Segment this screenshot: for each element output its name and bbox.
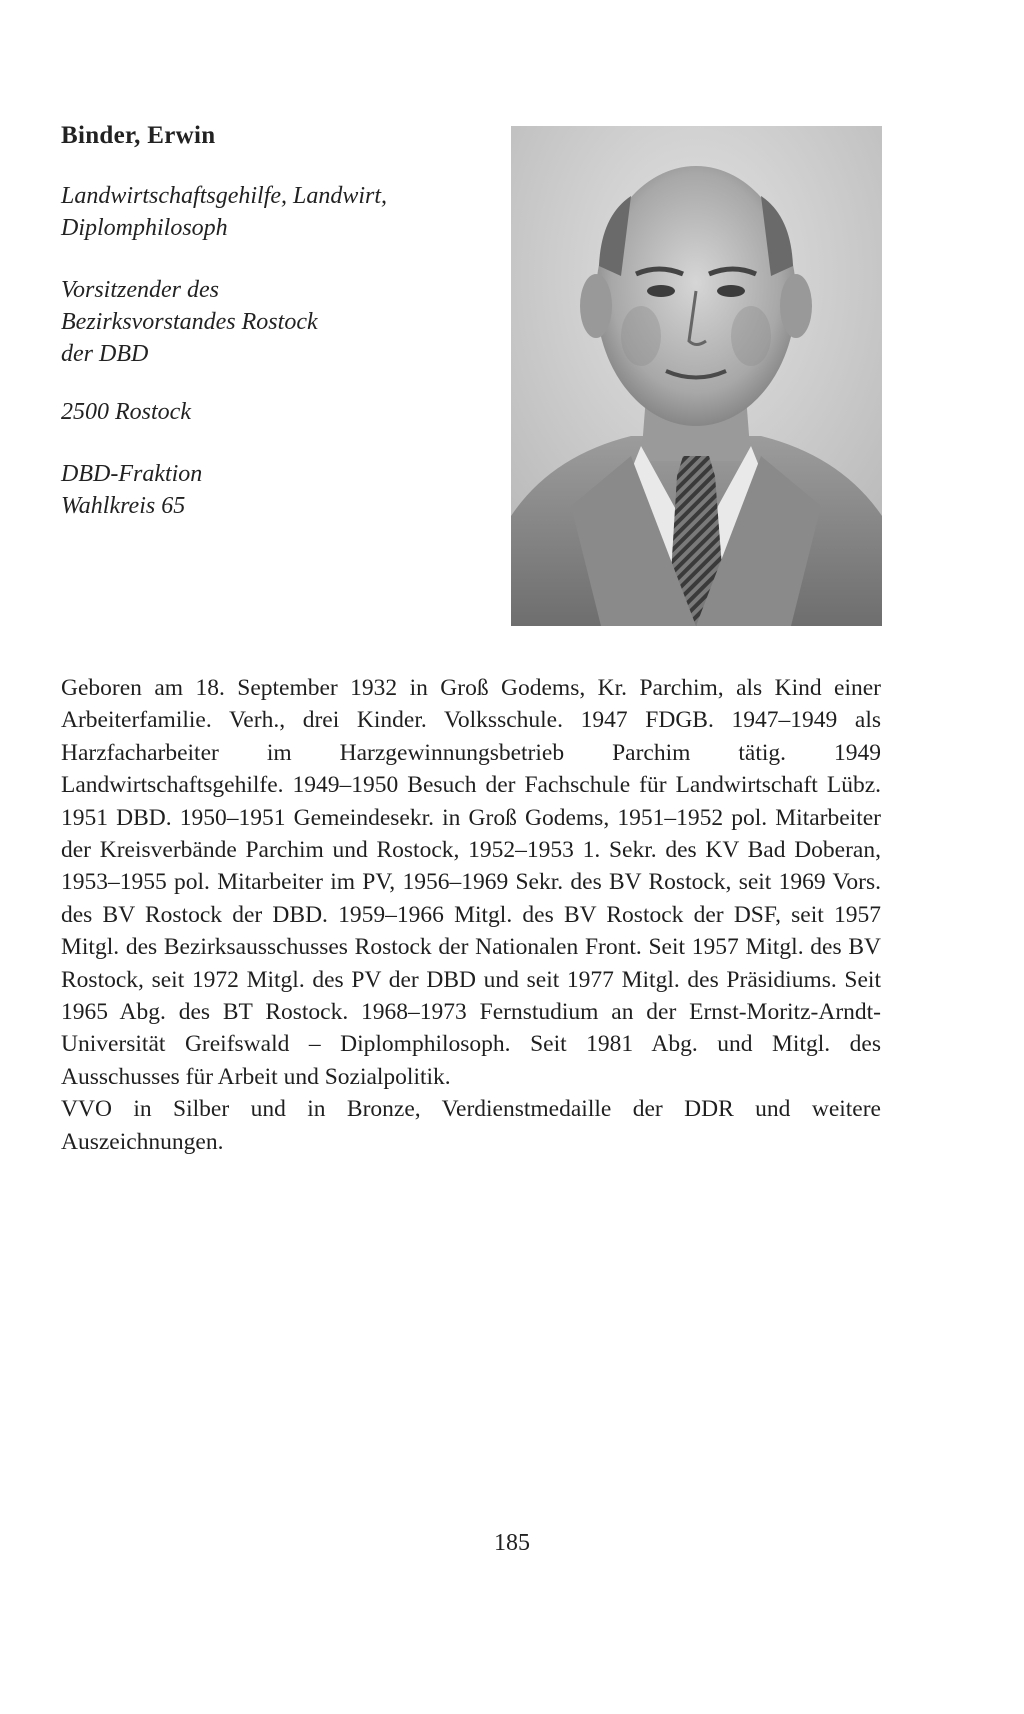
page-number: 185 xyxy=(494,1530,530,1556)
biography xyxy=(61,672,881,1158)
occupation-line: Diplomphilosoph xyxy=(61,215,228,241)
city-line: 2500 Rostock xyxy=(61,399,191,425)
position xyxy=(61,274,318,370)
faction-line: Wahlkreis 65 xyxy=(61,493,186,519)
position-line: Bezirksvorstandes Rostock xyxy=(61,309,318,335)
occupation xyxy=(61,180,387,244)
city xyxy=(61,396,191,428)
person-name: Binder, Erwin xyxy=(61,122,216,149)
position-line: der DBD xyxy=(61,341,149,367)
faction xyxy=(61,458,202,522)
awards-text: VVO in Silber und in Bronze, Verdienstmedaille der DDR und weitere Auszeichnungen. xyxy=(61,1096,881,1155)
portrait-photo xyxy=(511,126,882,626)
biography-text: Geboren am 18. September 1932 in Groß Godems, Kr. Parchim, als Kind einer Arbeiterfamilie. Verh., drei Kinder. Volksschule. 1947 FDGB. 1947–1949 als Harzfacharbeiter im Harzgewinnungsbetrieb Parchim tätig. 1949 Landwirtschaftsgehilfe. 1949–1950 Besuch der Fachschule für Landwirtschaft Lübz. 1951 DBD. 1950–1951 Gemeindesekr. in Groß Godems, 1951–1952 pol. Mitarbeiter der Kreisverbände Parchim und Rostock, 1952–1953 1. Sekr. des KV Bad Doberan, 1953–1955 pol. Mitarbeiter im PV, 1956–1969 Sekr. des BV Rostock, seit 1969 Vors. des BV Rostock der DBD. 1959–1966 Mitgl. des BV Rostock der DSF, seit 1957 Mitgl. des Bezirksausschusses Rostock der Nationalen Front. Seit 1957 Mitgl. des BV Rostock, seit 1972 Mitgl. des PV der DBD und seit 1977 Mitgl. des Präsidiums. Seit 1965 Abg. des BT Rostock. 1968–1973 Fernstudium an der Ernst-Moritz-Arndt-Universität Greifswald – Diplomphilosoph. Seit 1981 Abg. und Mitgl. des Ausschusses für Arbeit und Sozialpolitik. xyxy=(61,675,881,1090)
position-line: Vorsitzender des xyxy=(61,277,219,303)
occupation-line: Landwirtschaftsgehilfe, Landwirt, xyxy=(61,183,388,209)
faction-line: DBD-Fraktion xyxy=(61,461,203,487)
